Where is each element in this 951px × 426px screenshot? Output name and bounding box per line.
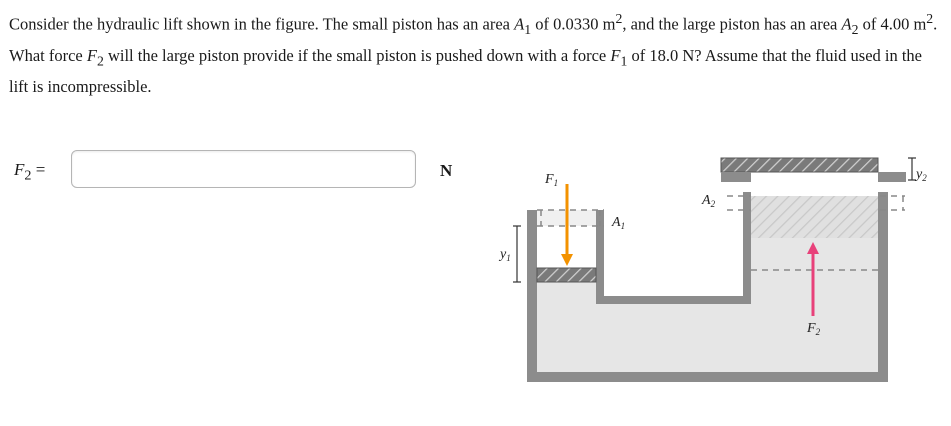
answer-var: F <box>14 160 25 179</box>
answer-equals: = <box>31 160 46 179</box>
unit-label: N <box>440 161 453 180</box>
label-F2: $F_2$ <box>807 321 821 337</box>
label-F1: $F_1$ <box>545 172 559 188</box>
sub-2: 2 <box>96 53 104 69</box>
question-part: . What force <box>9 14 938 65</box>
sup-2: 2 <box>926 11 934 26</box>
large-piston-rim <box>878 172 906 182</box>
large-piston-cap <box>721 158 878 172</box>
sub-1: 1 <box>524 21 532 37</box>
small-piston <box>537 268 596 282</box>
answer-sub: 2 <box>24 167 32 184</box>
sup-2: 2 <box>615 11 623 26</box>
question-text <box>9 6 944 100</box>
question-part: of 4.00 m <box>858 14 927 34</box>
step-wall <box>596 192 751 304</box>
hydraulic-lift-figure <box>470 140 940 390</box>
large-piston-ghost <box>751 196 878 238</box>
label-y1: $y_1$ <box>500 247 511 263</box>
sub-1: 1 <box>620 53 628 69</box>
var-F1: F <box>610 45 621 65</box>
question-part: of 18.0 N? Assume that the fluid used in the lift is incompressible. <box>9 45 923 97</box>
var-A1: A <box>514 14 525 34</box>
sub-2: 2 <box>851 21 859 37</box>
force-F1-arrowhead <box>561 254 573 266</box>
question-part: Consider the hydraulic lift shown in the figure. The small piston has an area <box>9 14 515 34</box>
var-A2: A <box>841 14 852 34</box>
fluid <box>537 238 878 372</box>
answer-label <box>14 160 45 184</box>
question-part: of 0.0330 m <box>531 14 616 34</box>
question-part: , and the large piston has an area <box>622 14 842 34</box>
answer-input[interactable] <box>71 150 416 188</box>
large-piston-rim-left <box>721 172 751 182</box>
var-F2: F <box>86 45 97 65</box>
label-A1: $A_1$ <box>612 215 626 231</box>
label-A2: $A_2$ <box>702 193 716 209</box>
question-part: will the large piston provide if the small piston is pushed down with a force <box>103 45 611 65</box>
label-y2: $y_2$ <box>916 167 927 183</box>
